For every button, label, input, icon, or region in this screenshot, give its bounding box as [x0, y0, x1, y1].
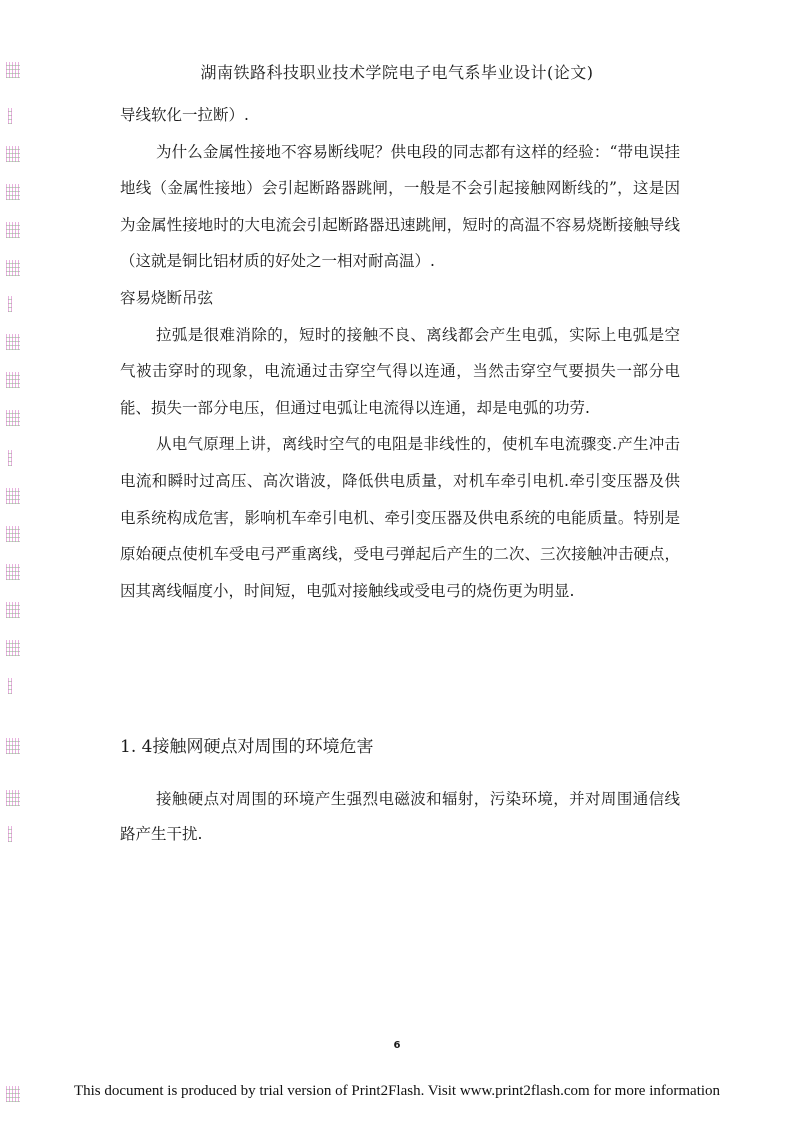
paragraph: 接触硬点对周围的环境产生强烈电磁波和辐射，污染环境，并对周围通信线路产生干扰. [120, 790, 680, 843]
page-number: 6 [393, 1040, 401, 1051]
margin-artifact [6, 222, 20, 238]
margin-artifact [6, 640, 20, 656]
margin-artifact [6, 602, 20, 618]
section-heading: 1. 4接触网硬点对周围的环境危害 [120, 737, 374, 757]
margin-artifact [6, 260, 20, 276]
body-text [120, 97, 680, 609]
paragraph: 从电气原理上讲，离线时空气的电阻是非线性的，使机车电流骤变.产生冲击电流和瞬时过高压、高次谐波，降低供电质量，对机车牵引电机.牵引变压器及供电系统构成危害，影响机车牵引电机、牵引变压器及供电系统的电能质量。特别是原始硬点使机车受电弓严重离线，受电弓弹起后产生的二次、三次接触冲击硬点，因其离线幅度小，时间短，电弧对接触线或受电弓的烧伤更为明显. [120, 435, 680, 600]
document-header: 湖南铁路科技职业技术学院电子电气系毕业设计(论文) [200, 63, 594, 82]
margin-artifact [6, 146, 20, 162]
margin-artifact [6, 488, 20, 504]
paragraph: 为什么金属性接地不容易断线呢？供电段的同志都有这样的经验：“带电误挂地线（金属性接地）会引起断路器跳闸，一般是不会引起接触网断线的”，这是因为金属性接地时的大电流会引起断路器迅速跳闸，短时的高温不容易烧断接触导线（这就是铜比铝材质的好处之一相对耐高温）. [120, 142, 680, 271]
margin-artifact [8, 678, 12, 694]
footer-notice: This document is produced by trial version of Print2Flash. Visit www.print2flash.com for more information [73, 1083, 721, 1099]
margin-artifact [6, 564, 20, 580]
margin-artifact [6, 526, 20, 542]
left-margin-artifacts [2, 0, 24, 1123]
margin-artifact [8, 108, 12, 124]
margin-artifact [8, 826, 12, 842]
paragraph: 导线软化一拉断）. [120, 106, 249, 124]
margin-artifact [6, 790, 20, 806]
section-body [120, 782, 680, 852]
margin-artifact [6, 334, 20, 350]
margin-artifact [8, 450, 12, 466]
margin-artifact [6, 738, 20, 754]
margin-artifact [6, 410, 20, 426]
paragraph: 拉弧是很难消除的，短时的接触不良、离线都会产生电弧，实际上电弧是空气被击穿时的现象，电流通过击穿空气得以连通，当然击穿空气要损失一部分电能、损失一部分电压，但通过电弧让电流得以连通，却是电弧的功劳. [120, 325, 680, 417]
margin-artifact [6, 372, 20, 388]
paragraph: 容易烧断吊弦 [120, 288, 214, 307]
margin-artifact [8, 296, 12, 312]
margin-artifact [6, 184, 20, 200]
